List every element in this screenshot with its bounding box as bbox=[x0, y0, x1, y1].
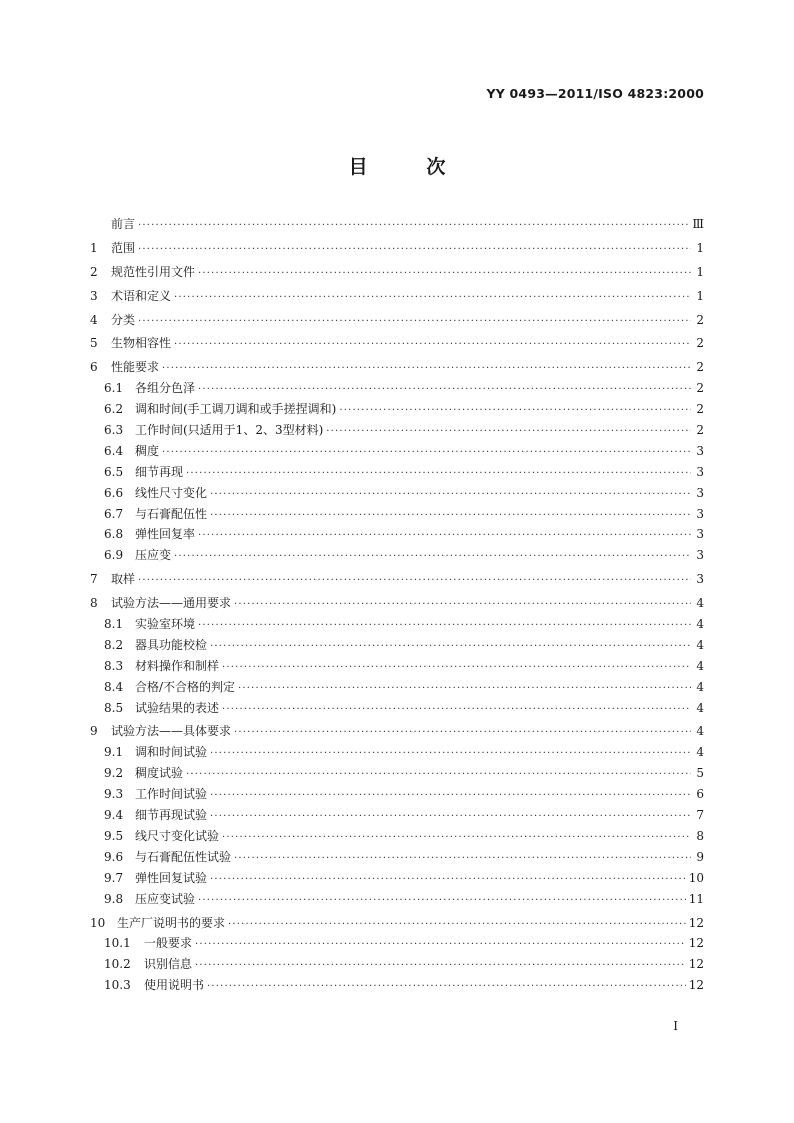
toc-entry[interactable] bbox=[90, 954, 704, 975]
toc-entry-label: 规范性引用文件 bbox=[111, 264, 196, 279]
toc-entry[interactable] bbox=[90, 593, 704, 614]
toc-entry[interactable] bbox=[90, 913, 704, 934]
toc-dot-leader bbox=[339, 401, 691, 422]
toc-entry[interactable] bbox=[90, 524, 704, 545]
toc-dot-leader bbox=[138, 312, 691, 333]
toc-entry-number: 6.6 bbox=[104, 485, 124, 500]
toc-entry-label: 弹性回复试验 bbox=[135, 870, 208, 885]
toc-entry-page: 5 bbox=[696, 766, 704, 781]
toc-entry-label: 使用说明书 bbox=[144, 978, 205, 993]
toc-entry-page: 3 bbox=[696, 527, 704, 542]
toc-entry[interactable] bbox=[90, 933, 704, 954]
toc-entry-label: 范围 bbox=[111, 240, 136, 255]
toc-entry-label: 各组分色泽 bbox=[135, 381, 196, 396]
toc-entry-number: 6.8 bbox=[104, 527, 124, 542]
toc-entry-number: 6.7 bbox=[104, 506, 124, 521]
toc-entry-page: 3 bbox=[696, 506, 704, 521]
toc-dot-leader bbox=[222, 700, 691, 721]
toc-entry[interactable] bbox=[90, 214, 704, 235]
toc-entry-label: 线性尺寸变化 bbox=[135, 485, 208, 500]
toc-dot-leader bbox=[210, 786, 691, 807]
toc-entry-number: 6.3 bbox=[104, 423, 124, 438]
toc-entry-number: 8.3 bbox=[104, 658, 124, 673]
toc-entry-label: 工作时间(只适用于1、2、3型材料) bbox=[135, 423, 324, 438]
toc-entry-label: 生物相容性 bbox=[111, 336, 172, 351]
toc-entry-number: 9.3 bbox=[104, 787, 124, 802]
toc-entry[interactable] bbox=[90, 504, 704, 525]
toc-entry-page: 12 bbox=[688, 957, 704, 972]
toc-entry-label: 压应变 bbox=[135, 548, 172, 563]
toc-dot-leader bbox=[186, 464, 691, 485]
toc-dot-leader bbox=[174, 335, 691, 356]
toc-entry-page: 11 bbox=[688, 891, 704, 906]
toc-entry-page: 10 bbox=[688, 870, 704, 885]
toc-entry[interactable] bbox=[90, 569, 704, 590]
standard-code: YY 0493—2011/ISO 4823:2000 bbox=[486, 86, 704, 101]
toc-dot-leader bbox=[238, 679, 691, 700]
toc-dot-leader bbox=[210, 744, 691, 765]
toc-entry-label: 性能要求 bbox=[111, 360, 160, 375]
toc-entry-page: 9 bbox=[696, 849, 704, 864]
toc-entry-number: 10.1 bbox=[104, 936, 131, 951]
toc-dot-leader bbox=[138, 240, 691, 261]
toc-entry-page: 4 bbox=[696, 700, 704, 715]
toc-entry-page: 2 bbox=[696, 312, 704, 327]
toc-entry-number: 6.1 bbox=[104, 381, 124, 396]
toc-entry[interactable] bbox=[90, 378, 704, 399]
toc-entry[interactable] bbox=[90, 763, 704, 784]
toc-entry-page: 12 bbox=[688, 978, 704, 993]
toc-entry-page: 7 bbox=[696, 808, 704, 823]
toc-entry-page: 4 bbox=[696, 745, 704, 760]
toc-entry[interactable] bbox=[90, 399, 704, 420]
toc-entry-label: 分类 bbox=[111, 312, 136, 327]
table-of-contents bbox=[90, 214, 704, 996]
toc-entry-page: 3 bbox=[696, 572, 704, 587]
toc-entry-label: 线尺寸变化试验 bbox=[135, 828, 220, 843]
toc-entry-number: 8.5 bbox=[104, 700, 124, 715]
toc-entry-page: 1 bbox=[696, 288, 704, 303]
toc-entry-number: 9.1 bbox=[104, 745, 124, 760]
toc-dot-leader bbox=[198, 616, 691, 637]
toc-entry[interactable] bbox=[90, 238, 704, 259]
toc-entry-page: 8 bbox=[696, 828, 704, 843]
page-number: I bbox=[673, 1019, 678, 1033]
toc-entry-label: 与石膏配伍性 bbox=[135, 506, 208, 521]
toc-entry-label: 调和时间试验 bbox=[135, 745, 208, 760]
toc-entry-label: 识别信息 bbox=[144, 957, 193, 972]
toc-entry-number: 9.2 bbox=[104, 766, 124, 781]
toc-dot-leader bbox=[138, 216, 689, 237]
toc-entry-page: 3 bbox=[696, 485, 704, 500]
toc-entry[interactable] bbox=[90, 545, 704, 566]
toc-entry-page: 2 bbox=[696, 336, 704, 351]
toc-dot-leader bbox=[210, 506, 691, 527]
toc-entry-page: 2 bbox=[696, 423, 704, 438]
toc-dot-leader bbox=[198, 264, 691, 285]
toc-dot-leader bbox=[198, 891, 686, 912]
toc-entry-number: 9.7 bbox=[104, 870, 124, 885]
toc-entry-label: 术语和定义 bbox=[111, 288, 172, 303]
toc-entry-page: 4 bbox=[696, 724, 704, 739]
toc-entry[interactable] bbox=[90, 847, 704, 868]
toc-entry-page: 3 bbox=[696, 443, 704, 458]
toc-entry-page: 12 bbox=[688, 915, 704, 930]
toc-entry[interactable] bbox=[90, 441, 704, 462]
toc-entry-page: 2 bbox=[696, 402, 704, 417]
page-title-char: 次 bbox=[426, 156, 446, 178]
toc-entry[interactable] bbox=[90, 262, 704, 283]
toc-entry-label: 前言 bbox=[111, 217, 136, 231]
toc-entry-page: Ⅲ bbox=[692, 217, 704, 231]
toc-entry-page: 2 bbox=[696, 381, 704, 396]
toc-entry-number: 10.3 bbox=[104, 978, 131, 993]
toc-entry[interactable] bbox=[90, 420, 704, 441]
toc-entry-number: 6.5 bbox=[104, 464, 124, 479]
toc-entry-label: 工作时间试验 bbox=[135, 787, 208, 802]
toc-entry-page: 4 bbox=[696, 637, 704, 652]
toc-entry[interactable] bbox=[90, 975, 704, 996]
toc-entry-label: 压应变试验 bbox=[135, 891, 196, 906]
toc-entry[interactable] bbox=[90, 805, 704, 826]
toc-entry-number: 5 bbox=[90, 336, 98, 351]
toc-entry[interactable] bbox=[90, 357, 704, 378]
toc-entry-number: 8.4 bbox=[104, 679, 124, 694]
toc-entry-page: 4 bbox=[696, 658, 704, 673]
toc-dot-leader bbox=[234, 595, 691, 616]
toc-entry-number: 10 bbox=[90, 915, 106, 930]
toc-entry-number: 9.8 bbox=[104, 891, 124, 906]
toc-entry-label: 试验方法——具体要求 bbox=[111, 724, 232, 739]
toc-entry[interactable] bbox=[90, 868, 704, 889]
toc-entry-label: 试验方法——通用要求 bbox=[111, 596, 232, 611]
toc-dot-leader bbox=[138, 571, 691, 592]
toc-entry-number: 10.2 bbox=[104, 957, 131, 972]
toc-dot-leader bbox=[174, 547, 691, 568]
toc-entry[interactable] bbox=[90, 698, 704, 719]
toc-entry[interactable] bbox=[90, 614, 704, 635]
toc-dot-leader bbox=[207, 977, 686, 998]
toc-entry-label: 稠度试验 bbox=[135, 766, 184, 781]
toc-dot-leader bbox=[210, 807, 691, 828]
toc-entry-page: 3 bbox=[696, 548, 704, 563]
toc-entry-number: 6.9 bbox=[104, 548, 124, 563]
toc-entry-label: 与石膏配伍性试验 bbox=[135, 849, 232, 864]
toc-entry-page: 4 bbox=[696, 617, 704, 632]
toc-dot-leader bbox=[210, 637, 691, 658]
toc-entry[interactable] bbox=[90, 677, 704, 698]
toc-entry-number: 4 bbox=[90, 312, 98, 327]
toc-entry[interactable] bbox=[90, 635, 704, 656]
toc-entry-number: 8 bbox=[90, 596, 98, 611]
toc-entry-label: 合格/不合格的判定 bbox=[135, 679, 236, 694]
toc-entry-number: 9 bbox=[90, 724, 98, 739]
toc-entry-number: 8.1 bbox=[104, 617, 124, 632]
toc-entry[interactable] bbox=[90, 310, 704, 331]
toc-dot-leader bbox=[222, 658, 691, 679]
toc-entry-label: 细节再现试验 bbox=[135, 808, 208, 823]
toc-dot-leader bbox=[174, 288, 691, 309]
toc-entry[interactable] bbox=[90, 784, 704, 805]
toc-entry[interactable] bbox=[90, 826, 704, 847]
toc-entry-number: 9.4 bbox=[104, 808, 124, 823]
toc-dot-leader bbox=[234, 849, 691, 870]
toc-entry-number: 6.4 bbox=[104, 443, 124, 458]
toc-entry-page: 6 bbox=[696, 787, 704, 802]
toc-entry-label: 取样 bbox=[111, 572, 136, 587]
toc-dot-leader bbox=[326, 422, 691, 443]
toc-entry-page: 12 bbox=[688, 936, 704, 951]
toc-entry[interactable] bbox=[90, 286, 704, 307]
toc-dot-leader bbox=[162, 359, 691, 380]
toc-entry-number: 1 bbox=[90, 240, 98, 255]
toc-dot-leader bbox=[195, 935, 686, 956]
toc-entry[interactable] bbox=[90, 742, 704, 763]
toc-entry-label: 稠度 bbox=[135, 443, 160, 458]
toc-entry-label: 一般要求 bbox=[144, 936, 193, 951]
toc-entry[interactable] bbox=[90, 721, 704, 742]
toc-dot-leader bbox=[162, 443, 691, 464]
toc-dot-leader bbox=[234, 723, 691, 744]
toc-entry-page: 4 bbox=[696, 679, 704, 694]
toc-entry-page: 1 bbox=[696, 264, 704, 279]
page-title-char: 目 bbox=[348, 156, 368, 178]
toc-entry-number: 7 bbox=[90, 572, 98, 587]
toc-entry[interactable] bbox=[90, 656, 704, 677]
toc-dot-leader bbox=[222, 828, 691, 849]
toc-dot-leader bbox=[228, 915, 686, 936]
toc-entry-label: 生产厂说明书的要求 bbox=[117, 915, 226, 930]
toc-dot-leader bbox=[198, 526, 691, 547]
toc-entry[interactable] bbox=[90, 483, 704, 504]
toc-entry-page: 4 bbox=[696, 596, 704, 611]
toc-entry[interactable] bbox=[90, 462, 704, 483]
toc-entry[interactable] bbox=[90, 889, 704, 910]
toc-dot-leader bbox=[195, 956, 686, 977]
toc-entry-label: 器具功能校检 bbox=[135, 637, 208, 652]
toc-dot-leader bbox=[198, 380, 691, 401]
toc-entry-number: 8.2 bbox=[104, 637, 124, 652]
toc-entry-label: 实验室环境 bbox=[135, 617, 196, 632]
toc-entry-number: 6.2 bbox=[104, 402, 124, 417]
page-title bbox=[0, 152, 794, 179]
toc-entry-label: 细节再现 bbox=[135, 464, 184, 479]
toc-entry-label: 试验结果的表述 bbox=[135, 700, 220, 715]
toc-entry-number: 3 bbox=[90, 288, 98, 303]
toc-entry-label: 弹性回复率 bbox=[135, 527, 196, 542]
toc-entry-label: 材料操作和制样 bbox=[135, 658, 220, 673]
toc-dot-leader bbox=[210, 485, 691, 506]
toc-entry-page: 2 bbox=[696, 360, 704, 375]
toc-entry-label: 调和时间(手工调刀调和或手搓捏调和) bbox=[135, 402, 337, 417]
toc-entry-number: 9.6 bbox=[104, 849, 124, 864]
toc-entry-number: 9.5 bbox=[104, 828, 124, 843]
toc-entry-page: 1 bbox=[696, 240, 704, 255]
toc-entry-number: 6 bbox=[90, 360, 98, 375]
toc-entry-page: 3 bbox=[696, 464, 704, 479]
toc-dot-leader bbox=[186, 765, 691, 786]
toc-dot-leader bbox=[210, 870, 686, 891]
toc-entry-number: 2 bbox=[90, 264, 98, 279]
toc-entry[interactable] bbox=[90, 333, 704, 354]
